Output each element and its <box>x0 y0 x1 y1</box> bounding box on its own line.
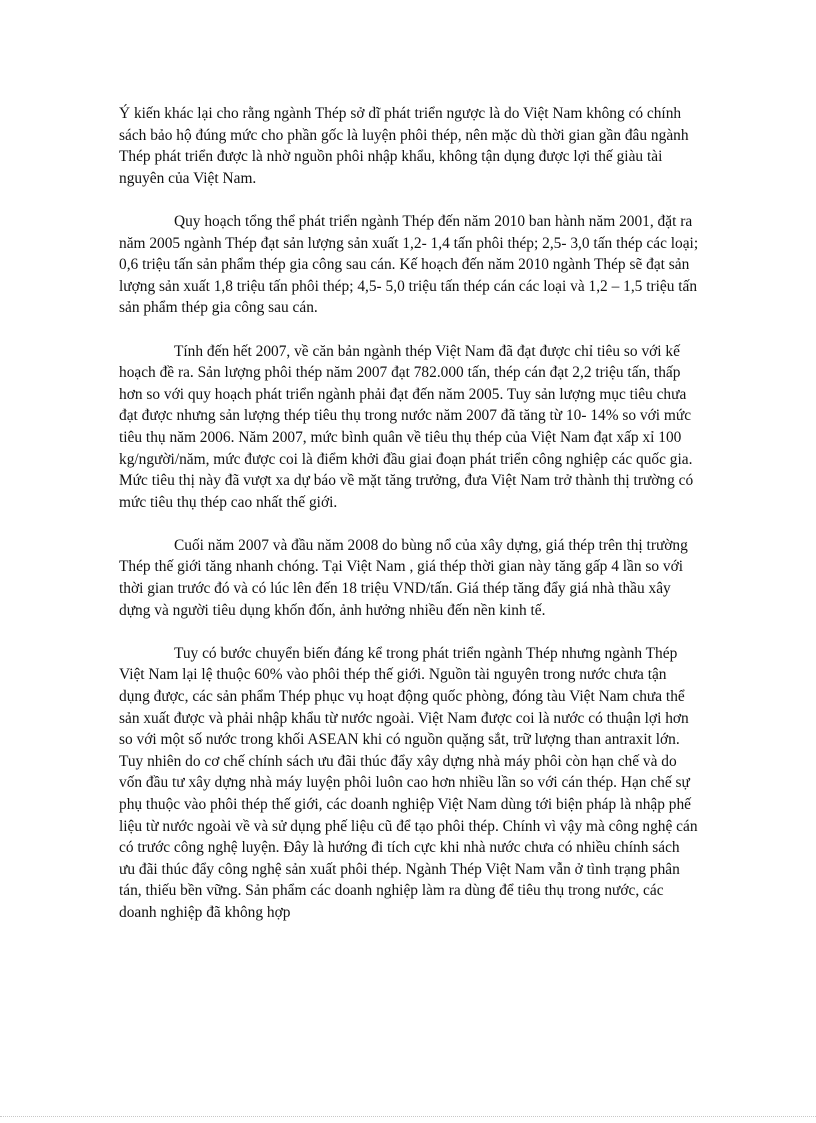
paragraph-2: Quy hoạch tổng thể phát triển ngành Thép đến năm 2010 ban hành năm 2001, đặt ra năm 2005 ngành Thép đạt sản lượng sản xuất 1,2- 1,4 tấn phôi thép; 2,5- 3,0 tấn thép các loại; 0,6 triệu tấn sản phẩm thép gia công sau cán. Kế hoạch đến năm 2010 ngành Thép sẽ đạt sản lượng sản xuất 1,8 triệu tấn phôi thép; 4,5- 5,0 triệu tấn thép cán các loại và 1,2 – 1,5 triệu tấn sản phẩm thép gia công sau cán. <box>119 212 699 317</box>
paragraph-5: Tuy có bước chuyển biến đáng kể trong phát triển ngành Thép nhưng ngành Thép Việt Nam lại lệ thuộc 60% vào phôi thép thế giới. Nguồn tài nguyên trong nước chưa tận dụng được, các sản phẩm Thép phục vụ hoạt động quốc phòng, đóng tàu Việt Nam chưa thể sản xuất được và phải nhập khẩu từ nước ngoài. Việt Nam được coi là nước có thuận lợi hơn so với một số nước trong khối ASEAN khi có nguồn quặng sắt, trữ lượng than antraxit lớn. Tuy nhiên do cơ chế chính sách ưu đãi thúc đẩy xây dựng nhà máy phôi còn hạn chế và do vốn đầu tư xây dựng nhà máy luyện phôi luôn cao hơn nhiều lần so với cán thép. Hạn chế sự phụ thuộc vào phôi thép thế giới, các doanh nghiệp Việt Nam dùng tới biện pháp là nhập phế liệu từ nước ngoài về và sử dụng phế liệu cũ để tạo phôi thép. Chính vì vậy mà công nghệ cán có trước công nghệ luyện. Đây là hướng đi tích cực khi nhà nước chưa có nhiều chính sách ưu đãi thúc đẩy công nghệ sản xuất phôi thép. Ngành Thép Việt Nam vẫn ở tình trạng phân tán, thiếu bền vững. Sản phẩm các doanh nghiệp làm ra dùng để tiêu thụ trong nước, các doanh nghiệp đã không hợp <box>119 644 698 921</box>
page-bottom-border <box>0 1116 816 1117</box>
paragraph-3: Tính đến hết 2007, về căn bản ngành thép Việt Nam đã đạt được chỉ tiêu so với kế hoạch đề ra. Sản lượng phôi thép năm 2007 đạt 782.000 tấn, thép cán đạt 2,2 triệu tấn, thấp hơn so với quy hoạch phát triển ngành phải đạt đến năm 2005. Tuy sản lượng mục tiêu chưa đạt được nhưng sản lượng thép tiêu thụ trong nước năm 2007 đã tăng từ 10- 14% so với mức tiêu thụ năm 2006. Năm 2007, mức bình quân về tiêu thụ thép của Việt Nam đạt xấp xỉ 100 kg/người/năm, mức được coi là điểm khởi đầu giai đoạn phát triển công nghiệp các quốc gia. Mức tiêu thị này đã vượt xa dự báo về mặt tăng trưởng, đưa Việt Nam trở thành thị trường có mức tiêu thụ thép cao nhất thế giới. <box>119 342 694 511</box>
paragraph-4: Cuối năm 2007 và đầu năm 2008 do bùng nổ của xây dựng, giá thép trên thị trường Thép thế giới tăng nhanh chóng. Tại Việt Nam , giá thép thời gian này tăng gấp 4 lần so với thời gian trước đó và có lúc lên đến 18 triệu VND/tấn. Giá thép tăng đẩy giá nhà thầu xây dựng và người tiêu dụng khốn đốn, ảnh hưởng nhiều đến nền kinh tế. <box>119 536 688 619</box>
document-body <box>119 103 699 945</box>
paragraph-1: Ý kiến khác lại cho rằng ngành Thép sở dĩ phát triển ngược là do Việt Nam không có chính sách bảo hộ đúng mức cho phần gốc là luyện phôi thép, nên mặc dù thời gian gần đâu ngành Thép phát triển được là nhờ nguồn phôi nhập khẩu, không tận dụng được lợi thế giàu tài nguyên của Việt Nam. <box>119 105 689 187</box>
